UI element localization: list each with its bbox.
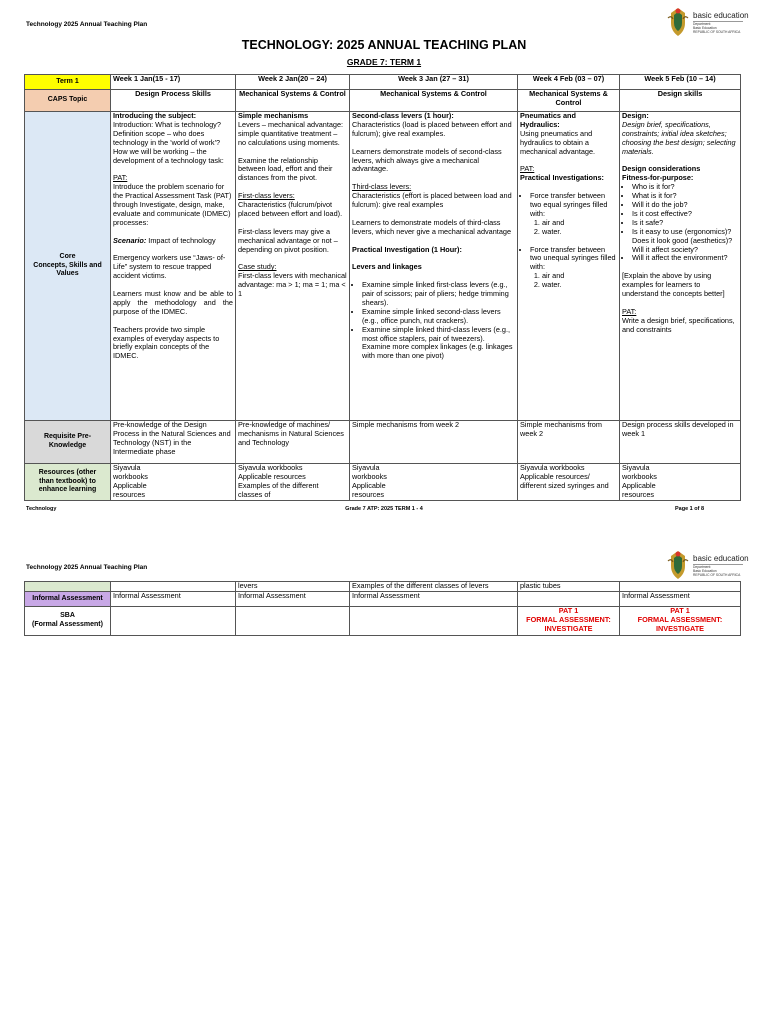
w4-practical: [520, 174, 617, 183]
term-label: Term 1: [25, 75, 111, 90]
resources-row: [25, 464, 741, 501]
week-1-header: Week 1 Jan(15 - 17): [111, 75, 236, 90]
w5-q-what: • What is it for?: [632, 192, 738, 201]
page-2: [0, 540, 768, 1024]
week-4-resources-text: Siyavula workbooks Applicable resources/ different sized syringes and: [520, 463, 609, 490]
week-1-resources-cont: [111, 582, 236, 592]
w4-equal-air: 1. air and: [542, 219, 617, 228]
w5-q-safe: • Is it safe?: [632, 219, 738, 228]
week-2-prek: Pre-knowledge of machines/ mechanisms in Natural Sciences and Technology: [236, 421, 350, 464]
week-5-informal: Informal Assessment: [620, 591, 741, 606]
w5-explain: [Explain the above by using examples for learners to understand the concepts better]: [622, 271, 725, 299]
core-concepts-row: [25, 112, 741, 421]
prerequisite-row: [25, 421, 741, 464]
week-5-header: Week 5 Feb (10 – 14): [620, 75, 741, 90]
week-2-sba: [236, 606, 350, 635]
w2-case-study-label: Case study:: [238, 262, 277, 272]
core-concepts-label: [25, 112, 111, 421]
week-4-topic: Mechanical Systems & Control: [518, 90, 620, 112]
w1-idmec: Learners must know and be able to apply the methodology and the purpose of the IDMEC.: [113, 289, 233, 316]
w3-levers-linkages: [352, 263, 515, 272]
w5-q-cost: • Is it cost effective?: [632, 210, 738, 219]
week-2-resources: [236, 464, 350, 501]
week-2-resources-text: Siyavula workbooks Applicable resources Examples of the different classes of: [238, 463, 319, 499]
w3-demo-third: Learners to demonstrate models of third-class levers, which never give a mechanical advantage: [352, 217, 511, 236]
week-2-topic: Mechanical Systems & Control: [236, 90, 350, 112]
w3-practical-label: Practical Investigation (1 Hour):: [352, 244, 462, 254]
w5-heading: Design:: [622, 111, 649, 120]
logo-sub-2-2: Basic Education: [693, 569, 717, 573]
caps-topic-row: [25, 90, 741, 112]
logo-text: basic education: [693, 11, 749, 20]
logo: [666, 6, 749, 40]
header-title-2: Technology 2025 Annual Teaching Plan: [26, 564, 148, 571]
w3-practical: [352, 246, 515, 255]
week-3-resources-text: Siyavula workbooks Applicable resources: [352, 463, 387, 499]
coat-of-arms-icon: [666, 6, 690, 38]
week-3-header: Week 3 Jan (27 – 31): [350, 75, 518, 90]
w3-examine-first: • Examine simple linked first-class levers (e.g., pair of scissors; pair of pliers; hedge trimming shears).: [362, 281, 515, 308]
week-2-core: [236, 112, 350, 421]
week-5-topic: Design skills: [620, 90, 741, 112]
w1-scenario-label: Scenario:: [113, 235, 147, 245]
resources-continued-label: [25, 582, 111, 592]
document-subtitle: GRADE 7: TERM 1: [346, 57, 422, 67]
week-1-resources-text: Siyavula workbooks Applicable resources: [113, 463, 148, 499]
w3-heading: Second-class levers (1 hour):: [352, 111, 454, 120]
logo-sub-2: Basic Education: [693, 26, 717, 30]
w4-force-equal-text: Force transfer between two equal syringes filled with:: [530, 191, 608, 218]
week-3-prek: Simple mechanisms from week 2: [350, 421, 518, 464]
w4-force-unequal-text: Force transfer between two unequal syringes filled with:: [530, 244, 616, 272]
week-4-prek: Simple mechanisms from week 2: [518, 421, 620, 464]
week-3-informal: Informal Assessment: [350, 591, 518, 606]
w5-q-job: • Will it do the job?: [632, 201, 738, 210]
resources-continued-row: [25, 582, 741, 592]
week-row: [25, 75, 741, 90]
week-5-sba: [620, 606, 741, 635]
logo-sub-3-2: REPUBLIC OF SOUTH AFRICA: [693, 573, 741, 577]
footer: [0, 506, 768, 516]
w4-force-equal: [530, 192, 617, 237]
teaching-plan-table: [24, 74, 741, 501]
w3-second-class: Characteristics (load is placed between effort and fulcrum); give real examples.: [352, 119, 512, 138]
w3-demo-second: Learners demonstrate models of second-class levers, which always give a mechanical advantage.: [352, 146, 502, 174]
w1-scenario: [113, 237, 233, 246]
w5-design-brief: Write a design brief, specifications, and constraints: [622, 315, 735, 334]
header-title: Technology 2025 Annual Teaching Plan: [26, 21, 148, 28]
week-3-resources: [350, 464, 518, 501]
week-1-topic: Design Process Skills: [111, 90, 236, 112]
w5-sba-pat: PAT 1: [670, 606, 690, 615]
prerequisite-label: [25, 421, 111, 464]
core-label-line-3: Values: [56, 270, 79, 278]
w4-sba-formal: FORMAL ASSESSMENT:: [526, 614, 611, 624]
coat-of-arms-icon: [666, 549, 690, 581]
week-2-header: Week 2 Jan(20 – 24): [236, 75, 350, 90]
w1-intro: Introduction: What is technology? Definition scope – who does technology in the 'world of work'? How we will be working – the development of a technology task:: [113, 119, 224, 165]
w4-sba-pat: PAT 1: [558, 606, 579, 615]
week-2-resources-cont: levers: [236, 582, 350, 592]
week-4-informal: [518, 591, 620, 606]
w5-fitness-for-purpose: Fitness-for-purpose:: [622, 173, 694, 183]
week-3-topic: Mechanical Systems & Control: [350, 90, 518, 112]
res-label-line-3: enhance learning: [38, 486, 97, 494]
w1-scenario-text: Impact of technology: [146, 235, 216, 245]
w5-q-who: • Who is it for?: [632, 183, 738, 192]
w4-force-unequal: [530, 246, 617, 291]
logo-sub-1-2: Department:: [693, 565, 712, 569]
prek-label-line-2: Knowledge: [48, 442, 87, 449]
week-1-informal: Informal Assessment: [111, 591, 236, 606]
w1-examples: Teachers provide two simple examples of everyday aspects to briefly explain concepts of the IDMEC.: [113, 324, 220, 361]
resources-label: [25, 464, 111, 501]
w4-pneumatics: Using pneumatics and hydraulics to obtain a mechanical advantage.: [520, 128, 596, 156]
w3-third-class: Characteristics (effort is placed between load and fulcrum): give real examples: [352, 191, 512, 210]
document-title: TECHNOLOGY: 2025 ANNUAL TEACHING PLAN: [241, 38, 527, 52]
week-2-informal: Informal Assessment: [236, 591, 350, 606]
week-1-prek: Pre-knowledge of the Design Process in the Natural Sciences and Technology (NST) in the Intermediate phase: [111, 421, 236, 464]
informal-assessment-label: Informal Assessment: [25, 591, 111, 606]
w3-examine-list: [352, 281, 515, 361]
w5-q-environment: • Will it affect the environment?: [632, 254, 738, 263]
footer-left: Technology: [26, 506, 57, 512]
w2-heading: Simple mechanisms: [238, 111, 309, 120]
w2-mech-advantage: First-class levers may give a mechanical advantage or not – depending on pivot position.: [238, 226, 338, 254]
w3-levers-linkages-label: Levers and linkages: [352, 262, 422, 272]
week-4-resources: [518, 464, 620, 501]
w4-pat-label: PAT:: [520, 164, 535, 174]
w1-pat-label: PAT:: [113, 173, 128, 183]
week-4-header: Week 4 Feb (03 – 07): [518, 75, 620, 90]
w5-intro-text: Design brief, specifications, constraints; initial idea sketches; choosing the best design; selecting materials.: [622, 119, 736, 156]
w2-first-class-label: First-class levers:: [238, 191, 295, 201]
week-3-sba: [350, 606, 518, 635]
footer-center: Grade 7 ATP: 2025 TERM 1 - 4: [345, 506, 423, 512]
sba-label-line-1: SBA: [60, 612, 75, 620]
caps-topic-label: CAPS Topic: [25, 90, 111, 112]
week-5-prek: Design process skills developed in week 1: [620, 421, 741, 464]
core-label-line-1: Core: [59, 253, 76, 261]
w5-sba-formal: FORMAL ASSESSMENT:: [637, 614, 723, 624]
sba-label-line-2: (Formal Assessment): [32, 620, 103, 628]
week-4-core: [518, 112, 620, 421]
w3-examine-third: • Examine simple linked third-class levers (e.g., most office staplers, pair of tweezers). Examine more complex linkages (e.g. linkages with more than one pivot): [362, 326, 515, 362]
w3-examine-second: • Examine simple linked second-class levers (e.g., office punch, nut crackers).: [362, 308, 515, 326]
w4-unequal-water: 2. water.: [542, 281, 617, 290]
w4-equal-fillings: [530, 219, 617, 237]
week-4-sba: [518, 606, 620, 635]
w4-unequal-air: 1. air and: [542, 272, 617, 281]
week-3-resources-cont: Examples of the different classes of levers: [350, 582, 518, 592]
w5-questions-list: [622, 183, 738, 263]
w1-emergency: Emergency workers use “Jaws- of-Life” system to rescue trapped accident victims.: [113, 253, 226, 281]
week-5-resources-cont: [620, 582, 741, 592]
w5-design-considerations: Design considerations: [622, 164, 701, 174]
res-label-line-2: than textbook) to: [39, 477, 96, 485]
sba-row: [25, 606, 741, 635]
w4-force-list: [520, 192, 617, 290]
week-1-core: [111, 112, 236, 421]
week-3-core: [350, 112, 518, 421]
w2-characteristics: Characteristics (fulcrum/pivot placed between effort and load).: [238, 200, 343, 218]
w2-case-study: First-class levers with mechanical advantage: ma > 1; ma = 1; ma < 1: [238, 271, 347, 299]
informal-assessment-row: [25, 591, 741, 606]
core-label-line-2: Concepts, Skills and: [33, 261, 102, 269]
w5-pat-label: PAT:: [622, 306, 637, 316]
w3-third-class-label: Third-class levers:: [352, 182, 412, 192]
w5-q-ergonomics: • Is it easy to use (ergonomics)? Does it look good (aesthetics)? Will it affect society?: [632, 228, 738, 255]
w1-pat-text: Introduce the problem scenario for the Practical Assessment Task (PAT) through Investigate, design, make, evaluate and communicate (IDMEC) processes:: [113, 182, 232, 227]
week-5-resources: [620, 464, 741, 501]
prek-label-line-1: Requisite Pre-: [43, 433, 92, 441]
w5-sba-investigate: INVESTIGATE: [655, 623, 705, 633]
w2-relationship: Examine the relationship between load, effort and their distances from the pivot.: [238, 155, 333, 183]
w4-heading: Pneumatics and Hydraulics:: [520, 111, 576, 129]
footer-page-number: Page 1 of 8: [675, 506, 705, 512]
week-1-sba: [111, 606, 236, 635]
week-5-core: [620, 112, 741, 421]
logo-2: [666, 549, 749, 583]
res-label-line-1: Resources (other: [38, 468, 97, 476]
w5-intro: [622, 121, 738, 157]
logo-sub-3: REPUBLIC OF SOUTH AFRICA: [693, 30, 741, 34]
w4-unequal-fillings: [530, 272, 617, 290]
logo-text-2: basic education: [693, 554, 749, 563]
w4-equal-water: 2. water.: [542, 228, 617, 237]
w1-heading: Introducing the subject:: [113, 111, 197, 120]
teaching-plan-table-continued: [24, 581, 741, 636]
week-1-resources: [111, 464, 236, 501]
logo-sub-1: Department:: [693, 22, 712, 26]
sba-label: [25, 606, 111, 635]
w4-practical-label: Practical Investigations:: [520, 173, 604, 183]
w2-levers: Levers – mechanical advantage: simple quantitative treatment – no calculations using moments.: [238, 119, 344, 147]
w4-sba-investigate: INVESTIGATE: [544, 623, 593, 633]
week-4-resources-cont: plastic tubes: [518, 582, 620, 592]
week-5-resources-text: Siyavula workbooks Applicable resources: [622, 463, 657, 499]
